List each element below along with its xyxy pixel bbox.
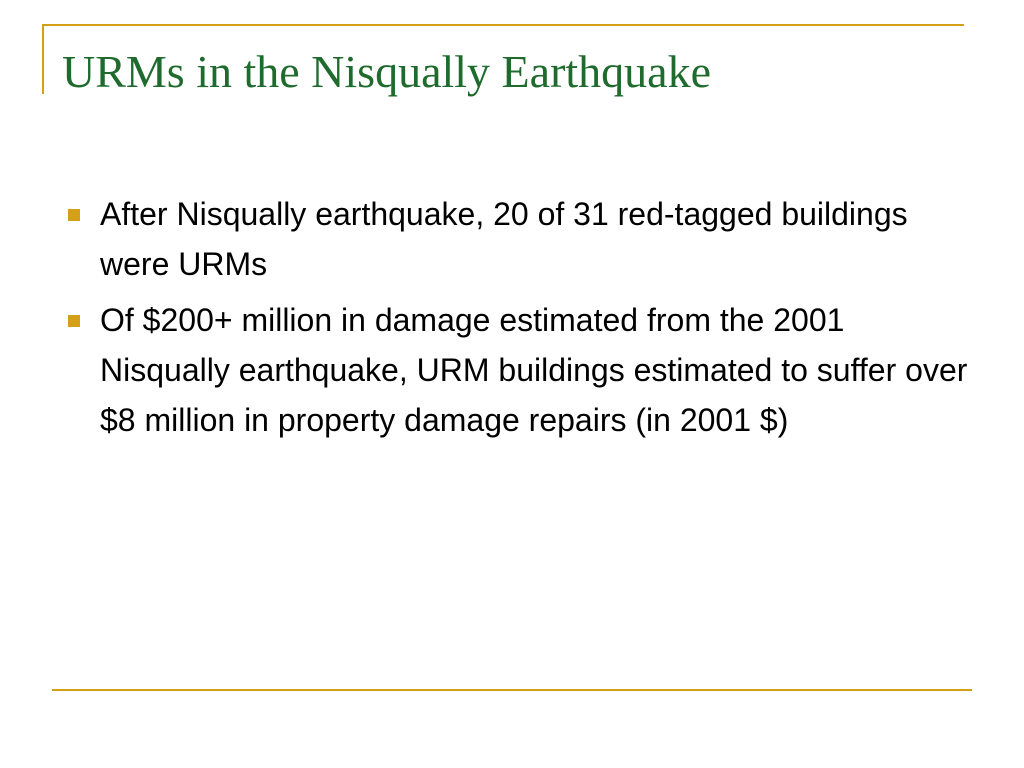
square-bullet-icon [68, 315, 80, 327]
bullet-item [62, 295, 972, 445]
top-accent-rule [42, 24, 964, 26]
bottom-accent-rule [52, 689, 972, 691]
square-bullet-icon [68, 209, 80, 221]
bullet-item [62, 189, 972, 289]
left-accent-rule [42, 24, 44, 94]
bullet-text: After Nisqually earthquake, 20 of 31 red-tagged buildings were URMs [100, 196, 908, 282]
bullet-list [62, 189, 972, 451]
bullet-text: Of $200+ million in damage estimated from the 2001 Nisqually earthquake, URM buildings estimated to suffer over $8 million in property damage repairs (in 2001 $) [100, 302, 968, 438]
slide-title: URMs in the Nisqually Earthquake [62, 46, 712, 97]
